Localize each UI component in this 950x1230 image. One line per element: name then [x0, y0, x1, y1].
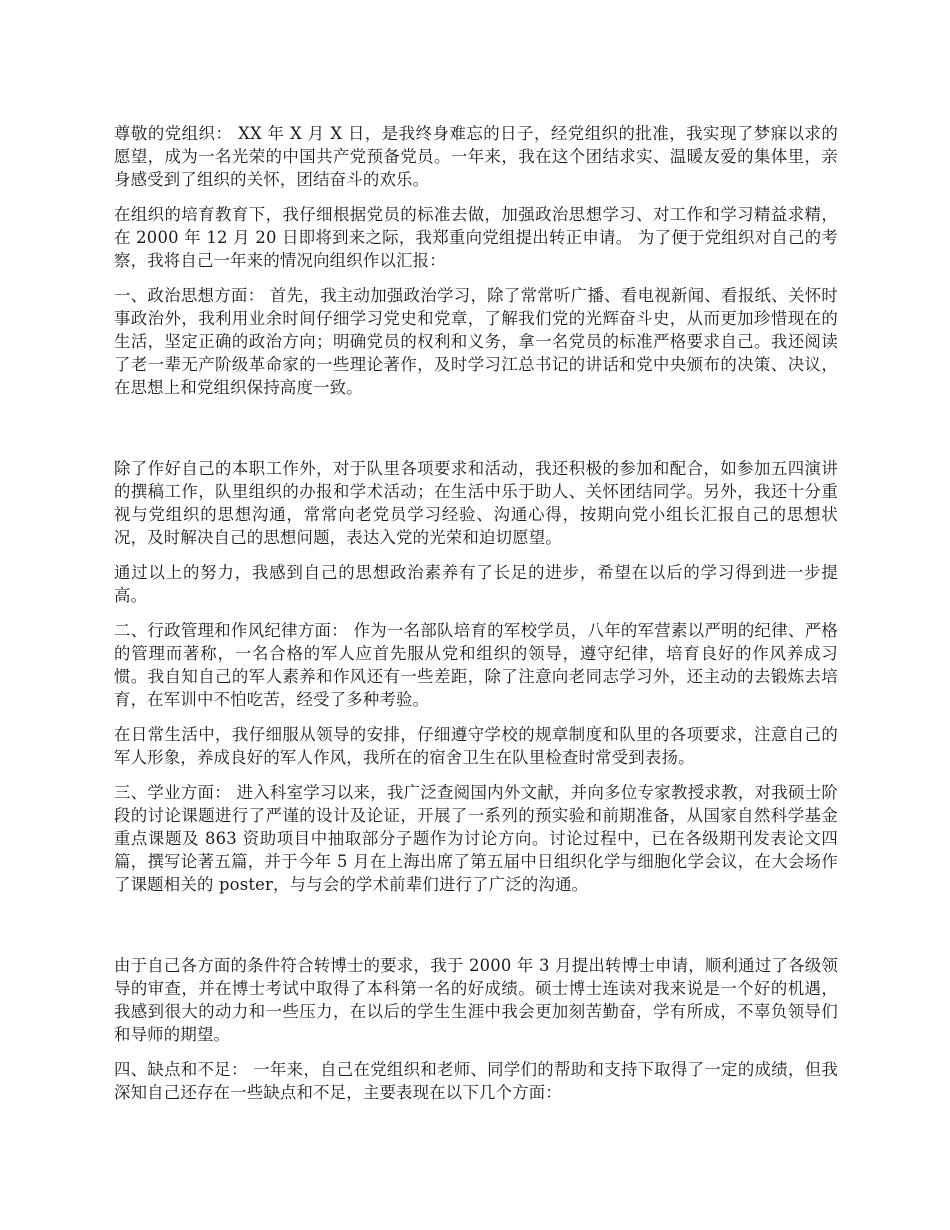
- paragraph-introduction: 在组织的培育教育下，我仔细根据党员的标准去做，加强政治思想学习、对工作和学习精益求精，在 2000 年 12 月 20 日即将到来之际，我郑重向党组提出转正申请。 为了便于党组织对自己的考察，我将自己一年来的情况向组织作以汇报：: [114, 205, 838, 270]
- paragraph-shortcomings: 四、缺点和不足： 一年来，自己在党组织和老师、同学们的帮助和支持下取得了一定的成绩，但我深知自己还存在一些缺点和不足，主要表现在以下几个方面：: [114, 1060, 838, 1102]
- paragraph-political-thought: 一、政治思想方面： 首先，我主动加强政治学习，除了常常听广播、看电视新闻、看报纸、关怀时事政治外，我利用业余时间仔细学习党史和党章，了解我们党的光辉奋斗史，从而更加珍惜现在的生活，坚定正确的政治方向；明确党员的权利和义务，拿一名党员的标准严格要求自己。我还阅读了老一辈无产阶级革命家的一些理论著作，及时学习江总书记的讲话和党中央颁布的决策、决议，在思想上和党组织保持高度一致。: [114, 286, 838, 397]
- paragraph-phd-transfer: 由于自己各方面的条件符合转博士的要求，我于 2000 年 3 月提出转博士申请，顺利通过了各级领导的审查，并在博士考试中取得了本科第一名的好成绩。硕士博士连读对我来说是一个好的机遇，我感到很大的动力和一些压力，在以后的学生生涯中我会更加刻苦勤奋，学有所成，不辜负领导们和导师的期望。: [114, 956, 838, 1044]
- paragraph-academics: 三、学业方面： 进入科室学习以来，我广泛查阅国内外文献，并向多位专家教授求教，对我硕士阶段的讨论课题进行了严谨的设计及论证，开展了一系列的预实验和前期准备，从国家自然科学基金重点课题及 863 资助项目中抽取部分子题作为讨论方向。讨论过程中，已在各级期刊发表论文四篇，撰写论著五篇，并于今年 5 月在上海出席了第五届中日组织化学与细胞化学会议，在大会场作了课题相关的 poster，与与会的学术前辈们进行了广泛的沟通。: [114, 783, 838, 894]
- paragraph-salutation: 尊敬的党组织： XX 年 X 月 X 日，是我终身难忘的日子，经党组织的批准，我实现了梦寐以求的愿望，成为一名光荣的中国共产党预备党员。一年来，我在这个团结求实、温暖友爱的集体里，亲身感受到了组织的关怀，团结奋斗的欢乐。: [114, 124, 838, 189]
- paragraph-progress: 通过以上的努力，我感到自己的思想政治素养有了长足的进步，希望在以后的学习得到进一步提高。: [114, 563, 838, 605]
- paragraph-daily-life: 在日常生活中，我仔细服从领导的安排，仔细遵守学校的规章制度和队里的各项要求，注意自己的军人形象，养成良好的军人作风，我所在的宿舍卫生在队里检查时常受到表扬。: [114, 725, 838, 767]
- document-body: [114, 122, 838, 1116]
- paragraph-activities: 除了作好自己的本职工作外，对于队里各项要求和活动，我还积极的参加和配合，如参加五四演讲的撰稿工作，队里组织的办报和学术活动；在生活中乐于助人、关怀团结同学。另外，我还十分重视与党组织的思想沟通，常常向老党员学习经验、沟通心得，按期向党小组长汇报自己的思想状况，及时解决自己的思想问题，表达入党的光荣和迫切愿望。: [114, 459, 838, 547]
- paragraph-discipline: 二、行政管理和作风纪律方面： 作为一名部队培育的军校学员，八年的军营素以严明的纪律、严格的管理而著称，一名合格的军人应首先服从党和组织的领导，遵守纪律，培育良好的作风养成习惯。我自知自己的军人素养和作风还有一些差距，除了注意向老同志学习外，还主动的去锻炼去培育，在军训中不怕吃苦，经受了多种考验。: [114, 621, 838, 709]
